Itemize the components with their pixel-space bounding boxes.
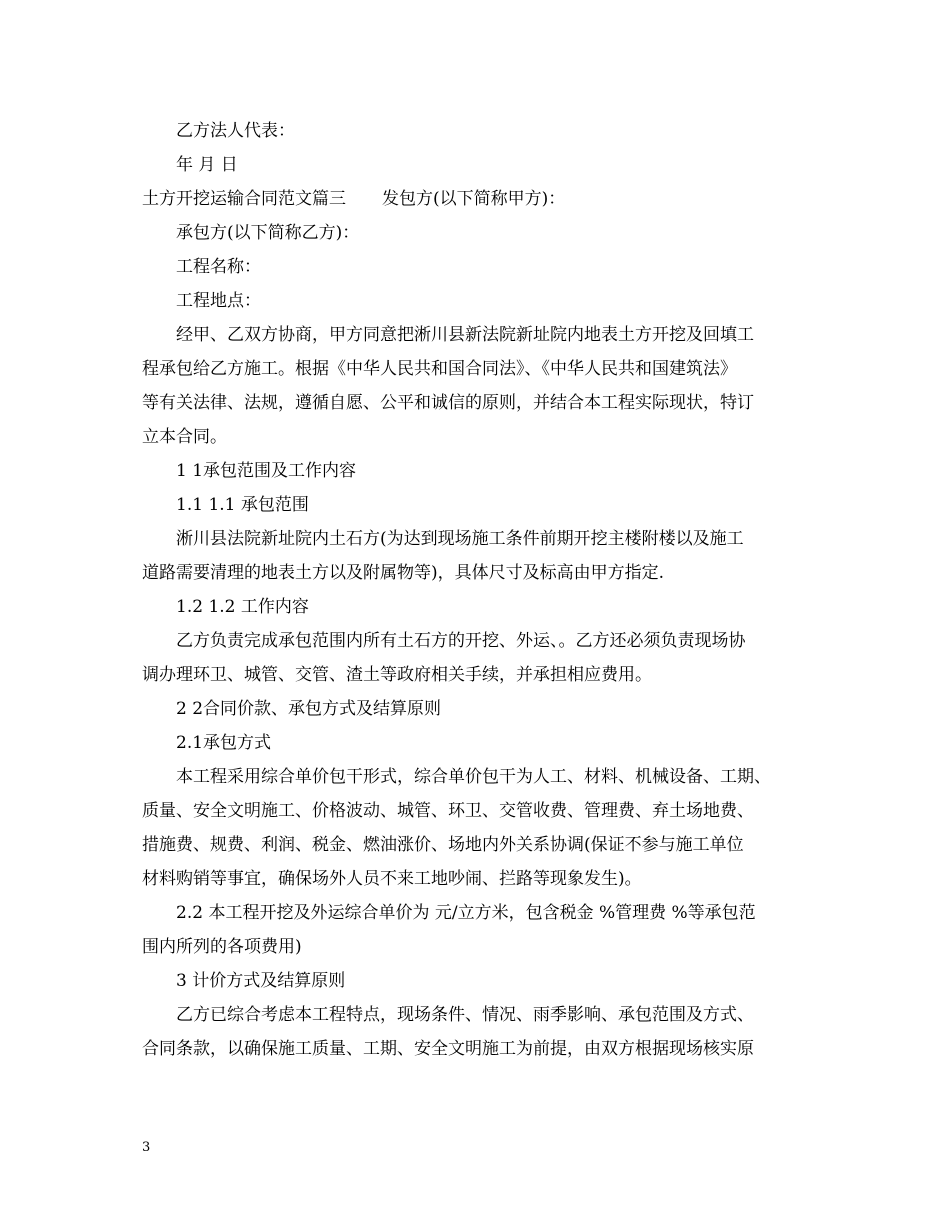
subsection-heading: 2.1承包方式 (176, 733, 272, 753)
body-text-line: 材料购销等事宜，确保场外人员不来工地吵闹、拦路等现象发生)。 (142, 869, 642, 889)
heading-line (142, 189, 565, 209)
subsection-heading: 1.2 1.2 工作内容 (176, 597, 309, 617)
signature-party-b-representative: 乙方法人代表： (176, 121, 295, 141)
project-location-field: 工程地点： (176, 291, 261, 311)
signature-date: 年 月 日 (176, 155, 238, 175)
body-text-line: 2.2 本工程开挖及外运综合单价为 元/立方米，包含税金 %管理费 %等承包范 (176, 903, 756, 923)
body-text-line: 本工程采用综合单价包干形式，综合单价包干为人工、材料、机械设备、工期、 (176, 767, 771, 787)
body-text-line: 淅川县法院新址院内土石方(为达到现场施工条件前期开挖主楼附楼以及施工 (176, 529, 744, 549)
body-text-line: 调办理环卫、城管、交管、渣土等政府相关手续，并承担相应费用。 (142, 665, 652, 685)
party-b-field: 承包方(以下简称乙方)： (176, 223, 360, 243)
document-section-title: 土方开挖运输合同范文篇三 (142, 189, 346, 209)
section-heading: 1 1承包范围及工作内容 (176, 461, 357, 481)
body-text-line: 程承包给乙方施工。根据《中华人民共和国合同法》、《中华人民共和国建筑法》 (142, 359, 737, 379)
body-text-line: 道路需要清理的地表土方以及附属物等)，具体尺寸及标高由甲方指定. (142, 563, 665, 583)
section-heading: 2 2合同价款、承包方式及结算原则 (176, 699, 442, 719)
body-text-line: 乙方负责完成承包范围内所有土石方的开挖、外运、。乙方还必须负责现场协 (176, 631, 746, 651)
section-heading: 3 计价方式及结算原则 (176, 971, 346, 991)
subsection-heading: 1.1 1.1 承包范围 (176, 495, 309, 515)
body-text-line: 立本合同。 (142, 427, 227, 447)
body-text-line: 措施费、规费、利润、税金、燃油涨价、场地内外关系协调(保证不参与施工单位 (142, 835, 744, 855)
page-number: 3 (142, 1140, 151, 1155)
body-text-line: 经甲、乙双方协商，甲方同意把淅川县新法院新址院内地表土方开挖及回填工 (176, 325, 754, 345)
body-text-line: 质量、安全文明施工、价格波动、城管、环卫、交管收费、管理费、弃土场地费、 (142, 801, 754, 821)
body-text-line: 围内所列的各项费用) (142, 937, 302, 957)
body-text-line: 等有关法律、法规，遵循自愿、公平和诚信的原则，并结合本工程实际现状，特订 (142, 393, 754, 413)
project-name-field: 工程名称： (176, 257, 261, 277)
body-text-line: 乙方已综合考虑本工程特点，现场条件、情况、雨季影响、承包范围及方式、 (176, 1005, 754, 1025)
party-a-field: 发包方(以下简称甲方)： (382, 189, 566, 209)
body-text-line: 合同条款，以确保施工质量、工期、安全文明施工为前提，由双方根据现场核实原 (142, 1039, 754, 1059)
